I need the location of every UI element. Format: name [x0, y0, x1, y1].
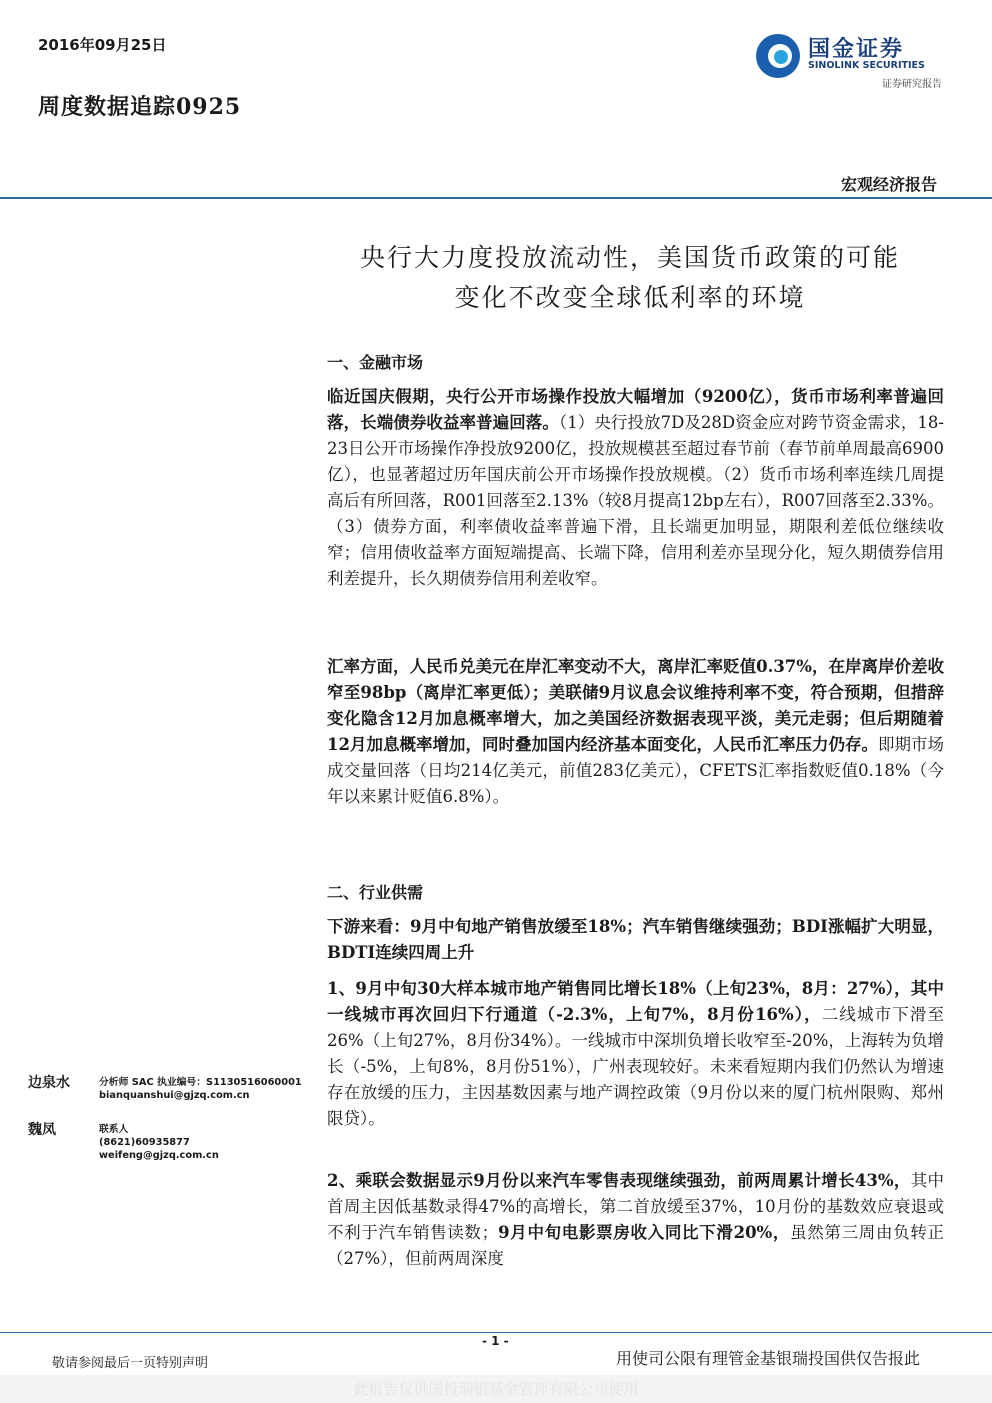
author-info-2 — [99, 1123, 219, 1162]
footer-disclaimer: 敬请参阅最后一页特别声明 — [52, 1356, 209, 1371]
title-line-2: 变化不改变全球低利率的环境 — [454, 283, 806, 312]
paragraph-property-body: 二线城市下滑至26%（上旬27%，8月份34%）。一线城市中深圳负增长收窄至-20%，上海转为负增长（-5%，上旬8%，8月份51%），广州表现较好。未来看短期内我们仍然认为增速存在放缓的压力，主因基数因素与地产调控政策（9月份以来的厦门杭州限购、郑州限贷）。 — [327, 1005, 945, 1128]
paragraph-auto-lead: 2、乘联会数据显示9月份以来汽车零售表现继续强劲，前两周累计增长43%， — [327, 1171, 911, 1190]
paragraph-monetary-body: （1）央行投放7D及28D资金应对跨节资金需求，18-23日公开市场操作净投放9200亿，投放规模甚至超过春节前（春节前单周最高6900亿），也显著超过历年国庆前公开市场操作投放规模。（2）货币市场利率连续几周提高后有所回落，R001回落至2.13%（较8月提高12bp左右），R007回落至2.33%。（3）债券方面，利率债收益率普遍下滑，且长端更加明显，期限利差低位继续收窄；信用债收益率方面短端提高、长端下降，信用利差亦呈现分化，短久期债券信用利差提升，长久期债券信用利差收窄。 — [327, 413, 944, 588]
paragraph-downstream-lead: 下游来看：9月中旬地产销售放缓至18%；汽车销售继续强劲；BDI涨幅扩大明显，BDTI连续四周上升 — [327, 917, 944, 962]
report-date: 2016年09月25日 — [38, 36, 167, 54]
report-series: 周度数据追踪0925 — [38, 94, 242, 120]
paragraph-film-body: 虽然第三周由负转正（27%），但前两周深度 — [327, 1223, 945, 1268]
author-2-role: 联系人 — [99, 1124, 129, 1135]
paragraph-film-lead: 9月中旬电影票房收入同比下滑20%， — [498, 1223, 791, 1242]
paragraph-fx-body: 即期市场成交量回落（日均214亿美元，前值283亿美元），CFETS汇率指数贬值0.18%（今年以来累计贬值6.8%）。 — [327, 735, 945, 806]
author-2-email: weifeng@gjzq.com.cn — [99, 1150, 219, 1161]
report-type: 宏观经济报告 — [840, 175, 937, 194]
paragraph-fx — [327, 654, 944, 810]
section-heading-financial: 一、金融市场 — [327, 353, 424, 372]
paragraph-auto-body: 其中首周主因低基数录得47%的高增长，第二首放缓至37%，10月份的基数效应衰退或不利于汽车销售读数； — [327, 1171, 944, 1242]
report-title — [300, 238, 960, 318]
paragraph-downstream — [327, 914, 944, 966]
author-1-email: bianquanshui@gjzq.com.cn — [99, 1090, 250, 1101]
footer-divider — [0, 1332, 992, 1333]
author-name-2: 魏凤 — [28, 1122, 56, 1138]
author-info-1 — [99, 1076, 302, 1102]
footer-usage-note: 用使司公限有理管金基银瑞投国供仅告报此 — [616, 1349, 921, 1368]
paragraph-monetary — [327, 384, 944, 592]
author-1-license: 分析师 SAC 执业编号：S1130516060001 — [99, 1077, 302, 1088]
author-name-1: 边泉水 — [28, 1075, 70, 1091]
header-divider — [0, 197, 992, 199]
paragraph-monetary-lead: 临近国庆假期，央行公开市场操作投放大幅增加（9200亿），货币市场利率普遍回落，长端债券收益率普遍回落。 — [327, 387, 944, 432]
logo-subtitle: 证券研究报告 — [882, 79, 942, 90]
author-2-phone: (8621)60935877 — [99, 1137, 190, 1148]
logo-name-en: SINOLINK SECURITIES — [808, 60, 925, 71]
logo-mark-icon — [756, 34, 800, 78]
paragraph-fx-lead: 汇率方面，人民币兑美元在岸汇率变动不大，离岸汇率贬值0.37%，在岸离岸价差收窄至98bp（离岸汇率更低）；美联储9月议息会议维持利率不变，符合预期，但措辞变化隐含12月加息概率增大，加之美国经济数据表现平淡，美元走弱；但后期随着12月加息概率增加，同时叠加国内经济基本面变化，人民币汇率压力仍存。 — [327, 657, 944, 754]
page-number: - 1 - — [482, 1334, 509, 1348]
paragraph-property — [327, 976, 944, 1132]
paragraph-auto — [327, 1168, 944, 1272]
paragraph-property-lead: 1、9月中旬30大样本城市地产销售同比增长18%（上旬23%，8月：27%），其中一线城市再次回归下行通道（-2.3%，上旬7%，8月份16%）， — [327, 979, 944, 1024]
logo-name-cn: 国金证券 — [808, 37, 905, 62]
footer-watermark: 此报告仅供国投瑞银基金管理有限公司使用 — [353, 1380, 639, 1398]
section-heading-industry: 二、行业供需 — [327, 883, 424, 902]
title-line-1: 央行大力度投放流动性，美国货币政策的可能 — [359, 243, 900, 272]
company-logo — [756, 30, 946, 90]
